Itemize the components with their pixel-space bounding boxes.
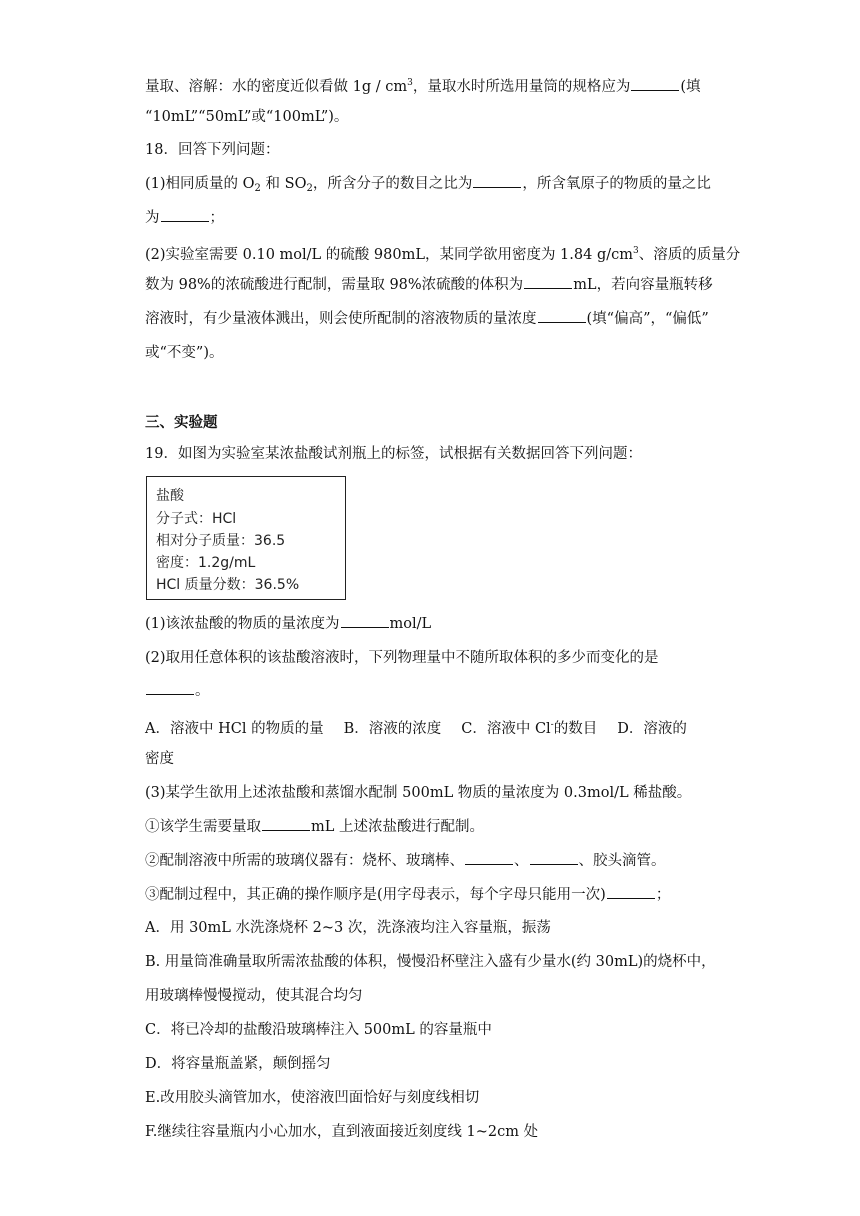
prev-question-line-1	[145, 73, 701, 97]
text: F.继续往容量瓶内小心加水，直到液面接近刻度线 1~2cm 处	[145, 1124, 539, 1140]
superscript: 3	[407, 78, 413, 88]
text: (填“偏高”，“偏低”	[586, 311, 709, 327]
text: mL，若向容量瓶转移	[573, 277, 713, 293]
label-density: 密度：1.2g/mL	[156, 555, 256, 571]
text: 用玻璃棒慢慢搅动，使其混合均匀	[145, 988, 363, 1004]
step-d	[145, 1054, 331, 1074]
text: ②配制溶液中所需的玻璃仪器有：烧杯、玻璃棒、	[145, 853, 464, 869]
text: 。	[195, 683, 210, 699]
text: “10mL”“50mL”或“100mL”)。	[145, 109, 349, 125]
step-f	[145, 1122, 538, 1142]
answer-blank[interactable]	[607, 886, 655, 899]
q19-sub3-item3	[145, 885, 670, 905]
text: (填	[680, 79, 701, 95]
answer-blank[interactable]	[465, 852, 513, 865]
q19-options-line-2	[145, 749, 174, 769]
text: mL 上述浓盐酸进行配制。	[311, 819, 484, 835]
q18-part1-line1	[145, 174, 711, 199]
answer-blank[interactable]	[161, 209, 209, 222]
answer-blank[interactable]	[631, 78, 679, 91]
text: mol/L	[389, 616, 432, 632]
text: (3)某学生欲用上述浓盐酸和蒸馏水配制 500mL 物质的量浓度为 0.3mol/L 稀盐酸。	[145, 785, 692, 801]
text: 或“不变”)。	[145, 345, 224, 361]
text: A．用 30mL 水洗涤烧杯 2~3 次，洗涤液均注入容量瓶，振荡	[145, 920, 551, 936]
answer-blank[interactable]	[538, 310, 586, 323]
text: 、胶头滴管。	[578, 853, 666, 869]
text: ；	[655, 887, 671, 903]
step-c	[145, 1020, 492, 1040]
q18-part2-line4	[145, 343, 223, 363]
text: ，所含分子的数目之比为	[312, 176, 473, 192]
text: ③配制过程中，其正确的操作顺序是(用字母表示，每个字母只能用一次)	[145, 887, 606, 903]
step-b-line1	[145, 952, 716, 972]
text: ；	[209, 210, 224, 226]
answer-blank[interactable]	[524, 276, 572, 289]
text: 为	[145, 210, 160, 226]
q19-sub3-item1	[145, 817, 484, 837]
text: (1)该浓盐酸的物质的量浓度为	[145, 616, 340, 632]
step-a	[145, 918, 551, 938]
text: B. 用量筒准确量取所需浓盐酸的体积，慢慢沿杯壁注入盛有少量水(约 30mL)的烧杯中，	[145, 954, 716, 970]
q19-sub1	[145, 614, 431, 634]
text: 、	[514, 853, 529, 869]
text: 18．回答下列问题：	[145, 142, 280, 158]
text: (1)相同质量的 O	[145, 176, 255, 192]
reagent-label-figure	[146, 476, 346, 600]
step-b-line2	[145, 986, 363, 1006]
q18-part2-line2	[145, 275, 713, 295]
q19-sub2-line1	[145, 648, 659, 668]
text: ，所含氧原子的物质的量之比	[522, 176, 711, 192]
q19-sub2-line2	[145, 681, 210, 701]
text: (2)实验室需要 0.10 mol/L 的硫酸 980mL，某同学欲用密度为 1.84 g/cm	[145, 247, 633, 263]
q19-sub3	[145, 783, 691, 803]
text: 三、实验题	[145, 414, 218, 431]
option-b: B．溶液的浓度	[343, 721, 442, 737]
answer-blank[interactable]	[341, 615, 389, 628]
text: 和 SO	[260, 176, 307, 192]
prev-question-line-2	[145, 107, 348, 127]
step-e	[145, 1088, 479, 1108]
text: 数为 98%的浓硫酸进行配制，需量取 98%浓硫酸的体积为	[145, 277, 524, 293]
answer-blank[interactable]	[473, 175, 521, 188]
text: (2)取用任意体积的该盐酸溶液时，下列物理量中不随所取体积的多少而变化的是	[145, 650, 659, 666]
label-mass-fraction: HCl 质量分数：36.5%	[156, 577, 300, 593]
section-heading-experiment	[145, 413, 218, 433]
text: E.改用胶头滴管加水，使溶液凹面恰好与刻度线相切	[145, 1090, 480, 1106]
superscript: 3	[633, 246, 639, 256]
option-d: D．溶液的	[617, 721, 687, 737]
q19-options-line	[145, 715, 687, 739]
answer-blank[interactable]	[262, 818, 310, 831]
answer-blank[interactable]	[530, 852, 578, 865]
q18-part1-line2	[145, 208, 224, 228]
label-formula: 分子式：HCl	[156, 511, 237, 527]
text: C．将已冷却的盐酸沿玻璃棒注入 500mL 的容量瓶中	[145, 1022, 492, 1038]
q18-part2-line1	[145, 241, 740, 265]
question-18-title	[145, 140, 279, 160]
text: 溶液时，有少量液体溅出，则会使所配制的溶液物质的量浓度	[145, 311, 537, 327]
text: 、溶质的质量分	[638, 247, 741, 263]
text: 19．如图为实验室某浓盐酸试剂瓶上的标签，试根据有关数据回答下列问题：	[145, 446, 642, 462]
text: D．将容量瓶盖紧，颠倒摇匀	[145, 1056, 331, 1072]
answer-blank[interactable]	[146, 682, 194, 695]
text: 量取、溶解：水的密度近似看做 1g / cm	[145, 79, 408, 95]
question-19-title	[145, 444, 642, 464]
text: 密度	[145, 751, 174, 767]
subscript: 2	[254, 183, 261, 194]
q18-part2-line3	[145, 309, 709, 329]
option-a: A．溶液中 HCl 的物质的量	[145, 721, 324, 737]
option-c: C．溶液中 Cl-的数目	[461, 720, 598, 737]
subscript: 2	[306, 183, 313, 194]
label-molar-mass: 相对分子质量：36.5	[156, 533, 286, 549]
q19-sub3-item2	[145, 851, 666, 871]
label-name: 盐酸	[156, 488, 184, 504]
text: ，量取水时所选用量筒的规格应为	[412, 79, 631, 95]
text: ①该学生需要量取	[145, 819, 261, 835]
